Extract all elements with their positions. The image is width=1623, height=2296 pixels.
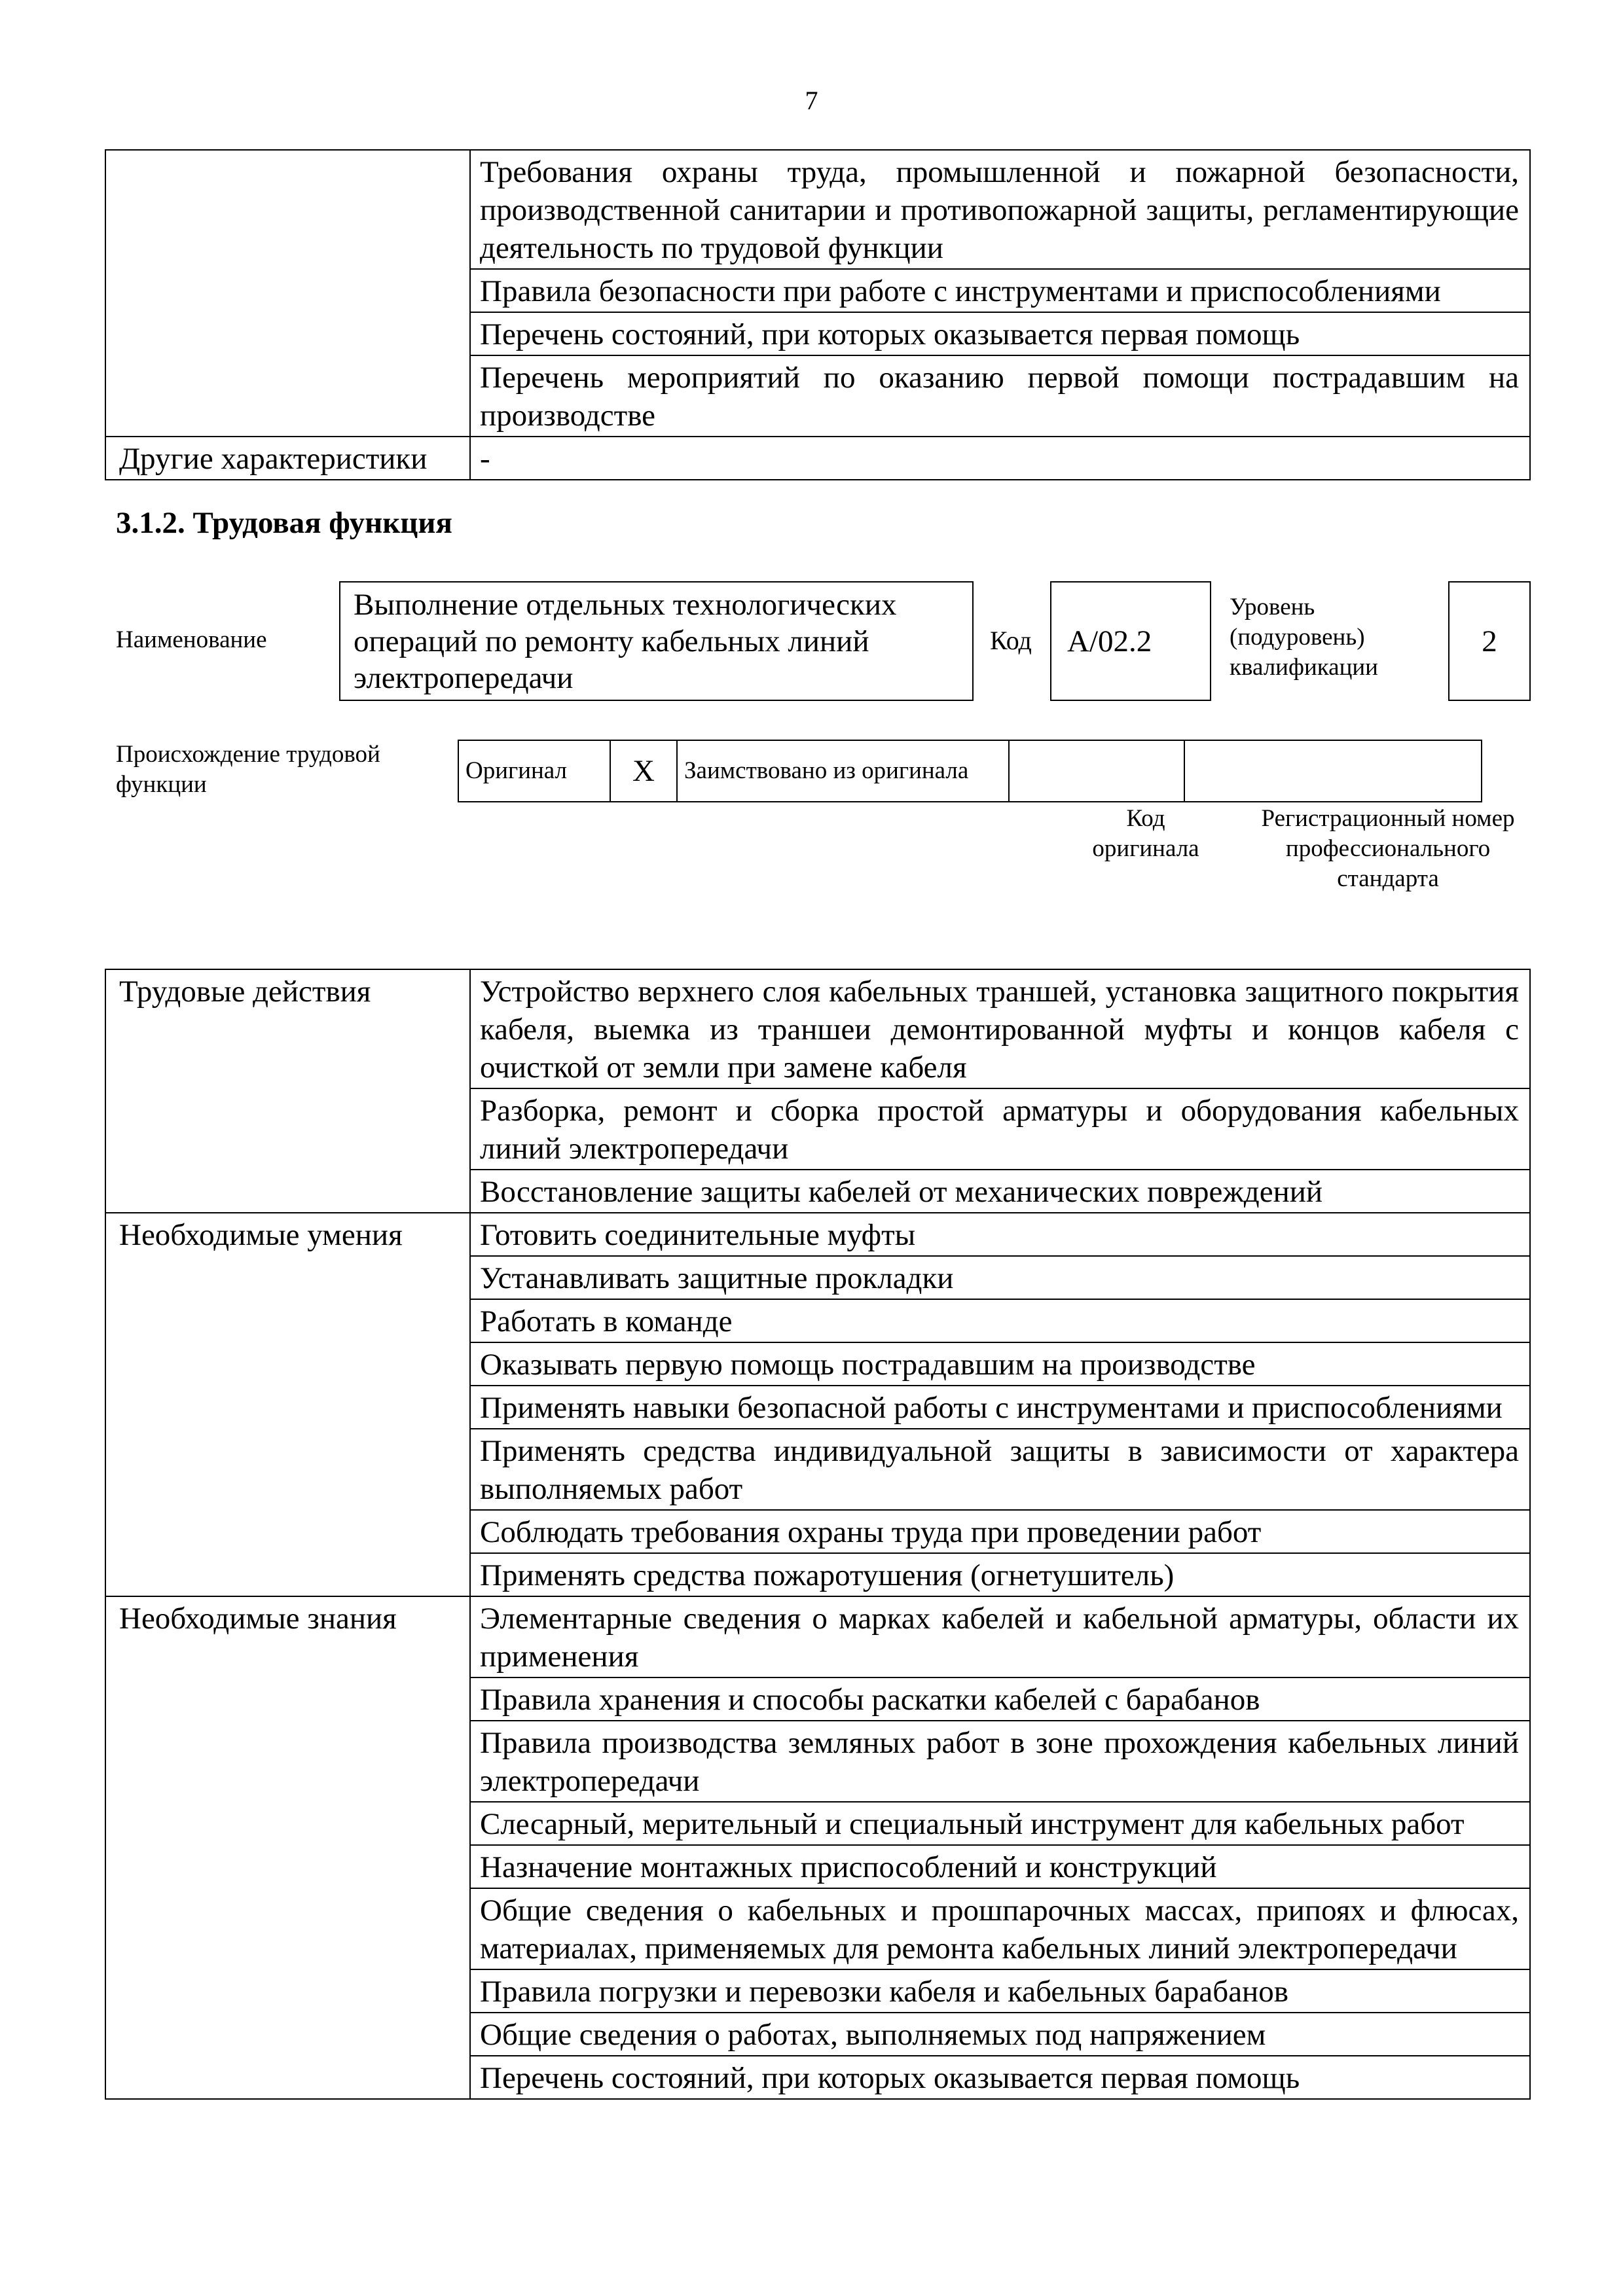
original-label: Оригинал xyxy=(458,740,610,802)
table-cell: Готовить соединительные муфты xyxy=(470,1213,1530,1256)
table-row xyxy=(105,1213,1530,1256)
table-row xyxy=(105,1596,1530,1677)
table-cell: Правила производства земляных работ в зоне прохождения кабельных линий электропередачи xyxy=(470,1721,1530,1802)
other-characteristics-value: - xyxy=(470,437,1530,480)
table-cell: Работать в команде xyxy=(470,1299,1530,1342)
table-cell: Перечень мероприятий по оказанию первой помощи пострадавшим на производстве xyxy=(470,355,1530,437)
code-original-label: Код оригинала xyxy=(1092,805,1199,862)
reg-number-label: Регистрационный номер профессионального стандарта xyxy=(1261,805,1515,892)
requirements-table-continued xyxy=(105,149,1531,480)
table-cell: Применять навыки безопасной работы с инструментами и приспособлениями xyxy=(470,1386,1530,1429)
table-cell: Слесарный, мерительный и специальный инструмент для кабельных работ xyxy=(470,1802,1530,1845)
level-value-box: 2 xyxy=(1448,581,1531,701)
table-cell: Правила хранения и способы раскатки кабелей с барабанов xyxy=(470,1677,1530,1721)
group-label-knowledge: Необходимые знания xyxy=(105,1596,470,2099)
table-cell: Элементарные сведения о марках кабелей и кабельной арматуры, области их применения xyxy=(470,1596,1530,1677)
table-row xyxy=(458,740,1482,802)
group-label-actions: Трудовые действия xyxy=(105,969,470,1213)
code-label: Код xyxy=(990,626,1032,655)
table-row xyxy=(105,437,1530,480)
table-cell: Назначение монтажных приспособлений и конструкций xyxy=(470,1845,1530,1888)
reg-number-cell xyxy=(1184,740,1482,802)
function-code-box: А/02.2 xyxy=(1050,581,1211,701)
table-cell: Восстановление защиты кабелей от механических повреждений xyxy=(470,1170,1530,1213)
function-name-box: Выполнение отдельных технологических операций по ремонту кабельных линий электропередачи xyxy=(339,581,974,701)
level-label: Уровень (подуровень) квалификации xyxy=(1230,594,1378,681)
table-cell: Устройство верхнего слоя кабельных траншей, установка защитного покрытия кабеля, выемка из траншеи демонтированной муфты и концов кабеля с очисткой от земли при замене кабеля xyxy=(470,969,1530,1088)
section-heading: 3.1.2. Трудовая функция xyxy=(116,506,452,540)
table-row xyxy=(105,150,1530,269)
table-cell: Применять средства пожаротушения (огнетушитель) xyxy=(470,1553,1530,1596)
page-number: 7 xyxy=(805,86,818,115)
origin-table xyxy=(458,740,1482,802)
table-cell: Общие сведения о кабельных и прошпарочных массах, припоях и флюсах, материалах, применяемых для ремонта кабельных линий электропередачи xyxy=(470,1888,1530,1969)
name-label: Наименование xyxy=(116,626,267,653)
other-characteristics-label: Другие характеристики xyxy=(105,437,470,480)
table-row xyxy=(105,969,1530,1088)
table-cell: Соблюдать требования охраны труда при проведении работ xyxy=(470,1510,1530,1553)
table-cell: Разборка, ремонт и сборка простой арматуры и оборудования кабельных линий электропередачи xyxy=(470,1088,1530,1170)
code-original-cell xyxy=(1009,740,1184,802)
table-cell: Общие сведения о работах, выполняемых под напряжением xyxy=(470,2013,1530,2056)
table-cell: Перечень состояний, при которых оказывается первая помощь xyxy=(470,2056,1530,2099)
row-label xyxy=(105,150,470,437)
table-cell: Применять средства индивидуальной защиты в зависимости от характера выполняемых работ xyxy=(470,1429,1530,1510)
table-cell: Устанавливать защитные прокладки xyxy=(470,1256,1530,1299)
table-cell: Перечень состояний, при которых оказывается первая помощь xyxy=(470,312,1530,355)
table-cell: Требования охраны труда, промышленной и пожарной безопасности, производственной санитарии и противопожарной защиты, регламентирующие деятельность по трудовой функции xyxy=(470,150,1530,269)
borrowed-label: Заимствовано из оригинала xyxy=(677,740,1009,802)
original-mark: X xyxy=(610,740,677,802)
function-details-table xyxy=(105,969,1531,2100)
origin-label: Происхождение трудовой функции xyxy=(116,741,380,798)
group-label-skills: Необходимые умения xyxy=(105,1213,470,1596)
table-cell: Правила погрузки и перевозки кабеля и кабельных барабанов xyxy=(470,1969,1530,2013)
table-cell: Правила безопасности при работе с инструментами и приспособлениями xyxy=(470,269,1530,312)
table-cell: Оказывать первую помощь пострадавшим на производстве xyxy=(470,1342,1530,1386)
